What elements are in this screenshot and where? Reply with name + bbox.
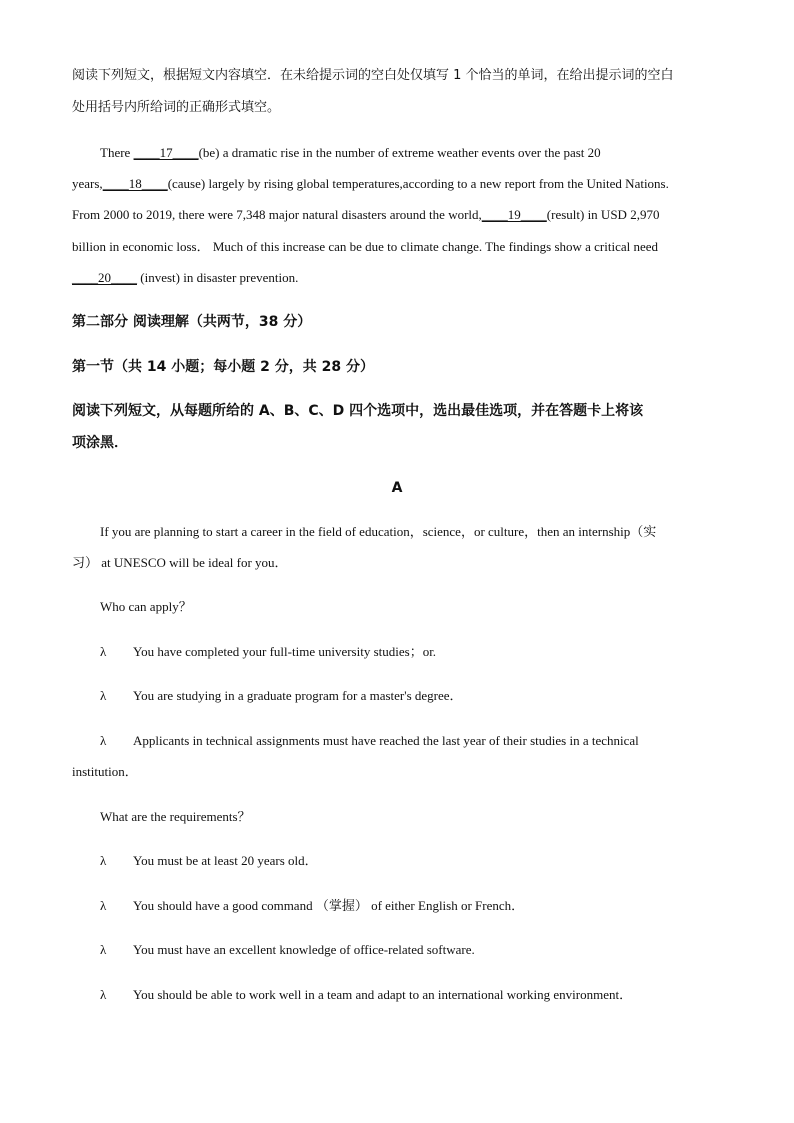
list-item: You are studying in a graduate program for a master's degree． [133,688,463,703]
article-label: A [391,480,403,496]
passage-line-2 [72,176,669,192]
list-item-continuation: institution． [72,764,138,779]
instruction-line-2: 处用括号内所给词的正确形式填空。 [72,100,281,115]
bullet-marker: λ [100,688,107,703]
instruction-line-1: 阅读下列短文，根据短文内容填空．在未给提示词的空白处仅填写 1 个恰当的单词，在给出提示词的空白 [72,68,674,83]
bullet-marker: λ [100,898,107,913]
blank-18: ____18____ [102,176,168,191]
blank-20: ____20____ [72,270,137,285]
list-item: You should be able to work well in a team and adapt to an international working environment． [133,987,633,1002]
blank-19: ____19____ [481,207,547,222]
list-item: You should have a good command （掌握） of either English or French． [133,898,525,913]
part2-heading: 第二部分 阅读理解（共两节，38 分） [72,314,312,330]
passage-text: (be) a dramatic rise in the number of extreme weather events over the past 20 [198,145,601,160]
question-who-can-apply: Who can apply？ [100,599,192,614]
bullet-marker: λ [100,987,107,1002]
passage-line-5 [72,270,298,286]
directions-line-2: 项涂黑． [72,435,128,451]
passage-line-3 [72,207,659,223]
list-item: You must be at least 20 years old． [133,853,318,868]
passage-text: (invest) in disaster prevention. [137,270,299,285]
blank-17: ____17____ [133,145,199,160]
bullet-marker: λ [100,853,107,868]
question-requirements: What are the requirements？ [100,809,251,824]
passage-line-1 [100,145,601,161]
passage-text: (cause) largely by rising global temperatures,according to a new report from the United Nations. [167,176,669,191]
passage-text: From 2000 to 2019, there were 7,348 major natural disasters around the world, [72,207,482,222]
bullet-marker: λ [100,733,107,748]
bullet-marker: λ [100,644,107,659]
article-intro-line-2: 习） at UNESCO will be ideal for you． [72,555,288,570]
list-item: You must have an excellent knowledge of office-related software. [133,942,475,957]
passage-text: years, [72,176,103,191]
section1-heading: 第一节（共 14 小题；每小题 2 分，共 28 分） [72,359,374,375]
passage-text: (result) in USD 2,970 [546,207,660,222]
list-item: You have completed your full-time university studies；or. [133,644,437,659]
directions-line-1: 阅读下列短文，从每题所给的 A、B、C、D 四个选项中，选出最佳选项，并在答题卡上将该 [72,403,644,419]
list-item: Applicants in technical assignments must have reached the last year of their studies in a technical [133,733,639,748]
passage-line-4: billion in economic loss． Much of this increase can be due to climate change. The findings show a critical need [72,239,659,254]
passage-text: There [100,145,134,160]
bullet-marker: λ [100,942,107,957]
article-intro-line-1: If you are planning to start a career in the field of education，science，or culture，then an internship（实 [100,524,657,539]
